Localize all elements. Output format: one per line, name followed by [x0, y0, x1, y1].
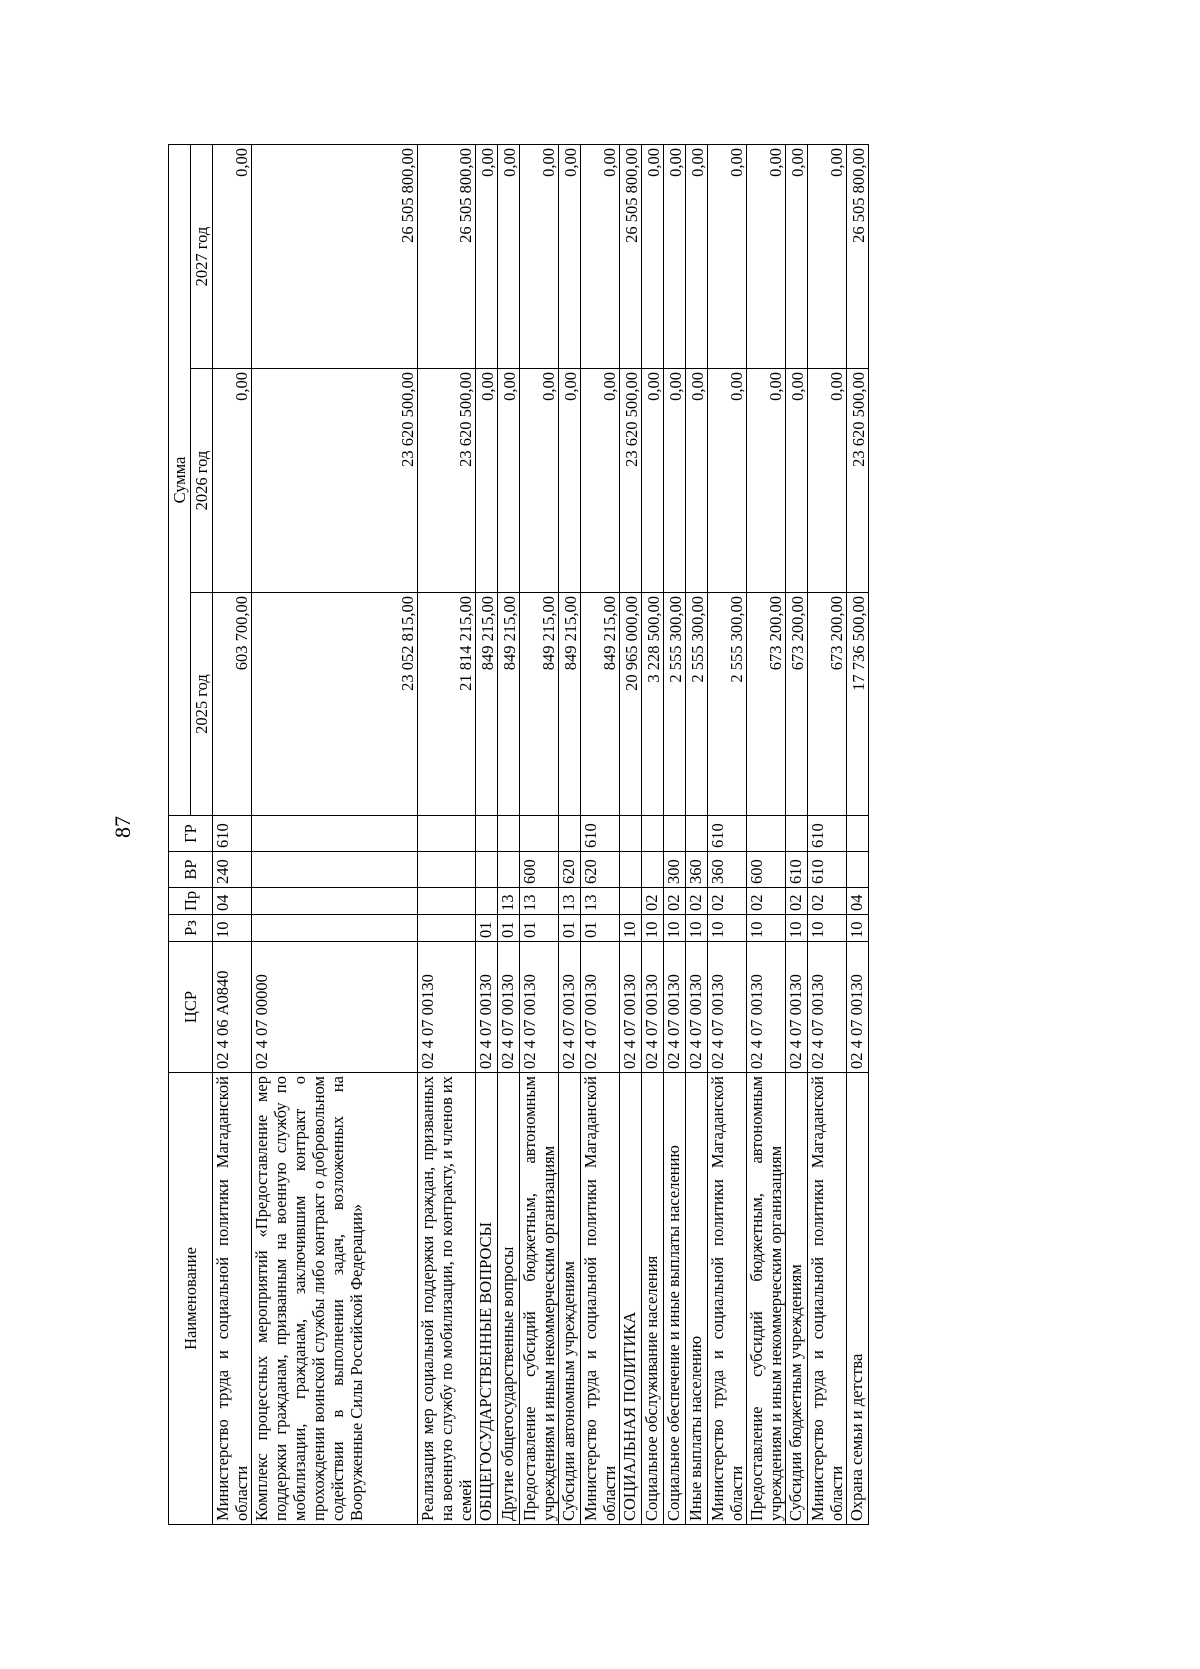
row-amount-2025: 673 200,00 [747, 593, 786, 816]
row-amount-2026: 23 620 500,00 [620, 369, 642, 593]
row-amount-2027: 0,00 [686, 144, 708, 368]
row-vr [620, 852, 642, 888]
row-amount-2025: 849 215,00 [559, 593, 581, 816]
row-rz: 10 [708, 915, 747, 942]
row-rz: 01 [520, 915, 559, 942]
row-amount-2027: 0,00 [642, 144, 664, 368]
row-name: Субсидии автономным учреждениям [559, 1073, 581, 1525]
row-pr: 02 [747, 888, 786, 915]
row-amount-2025: 17 736 500,00 [847, 593, 869, 816]
row-pr: 02 [686, 888, 708, 915]
row-csr: 02 4 07 00130 [847, 942, 869, 1073]
row-amount-2025: 21 814 215,00 [418, 593, 476, 816]
row-gr [847, 816, 869, 852]
row-name: Предоставление субсидий бюджетным, автономным учреждениям и иным некоммерческим организациям [747, 1073, 786, 1525]
row-csr: 02 4 07 00000 [252, 942, 418, 1073]
table-row [520, 144, 559, 1524]
row-rz: 10 [686, 915, 708, 942]
row-amount-2027: 0,00 [664, 144, 686, 368]
row-amount-2026: 0,00 [708, 369, 747, 593]
row-name: Министерство труда и социальной политики Магаданской области [708, 1073, 747, 1525]
row-csr: 02 4 07 00130 [498, 942, 520, 1073]
header-gr: ГР [169, 816, 213, 852]
table-row [620, 144, 642, 1524]
header-vr: ВР [169, 852, 213, 888]
table-header [169, 144, 213, 1524]
row-vr: 620 [559, 852, 581, 888]
row-pr: 13 [520, 888, 559, 915]
row-amount-2027: 0,00 [808, 144, 847, 368]
row-vr: 360 [708, 852, 747, 888]
row-amount-2025: 603 700,00 [213, 593, 252, 816]
row-pr: 02 [664, 888, 686, 915]
row-pr: 04 [213, 888, 252, 915]
row-vr: 300 [664, 852, 686, 888]
row-amount-2027: 0,00 [520, 144, 559, 368]
row-pr: 13 [581, 888, 620, 915]
table-row [708, 144, 747, 1524]
row-amount-2025: 673 200,00 [808, 593, 847, 816]
row-pr: 02 [708, 888, 747, 915]
row-csr: 02 4 07 00130 [747, 942, 786, 1073]
table-row [418, 144, 476, 1524]
table-row [213, 144, 252, 1524]
row-gr [476, 816, 498, 852]
row-csr: 02 4 07 00130 [520, 942, 559, 1073]
row-csr: 02 4 07 00130 [786, 942, 808, 1073]
row-rz: 01 [581, 915, 620, 942]
table-row [476, 144, 498, 1524]
row-amount-2025: 2 555 300,00 [686, 593, 708, 816]
row-rz: 10 [213, 915, 252, 942]
row-rz: 10 [847, 915, 869, 942]
row-name: Иные выплаты населению [686, 1073, 708, 1525]
row-pr [418, 888, 476, 915]
table-row [642, 144, 664, 1524]
row-name: Другие общегосударственные вопросы [498, 1073, 520, 1525]
row-amount-2026: 0,00 [786, 369, 808, 593]
row-vr [476, 852, 498, 888]
row-name: ОБЩЕГОСУДАРСТВЕННЫЕ ВОПРОСЫ [476, 1073, 498, 1525]
row-amount-2026: 23 620 500,00 [252, 369, 418, 593]
row-amount-2025: 23 052 815,00 [252, 593, 418, 816]
row-gr [559, 816, 581, 852]
row-rz: 10 [642, 915, 664, 942]
row-amount-2025: 3 228 500,00 [642, 593, 664, 816]
row-amount-2027: 0,00 [476, 144, 498, 368]
row-vr: 610 [808, 852, 847, 888]
row-vr: 240 [213, 852, 252, 888]
row-vr [847, 852, 869, 888]
header-summa: Сумма [169, 144, 191, 815]
row-amount-2027: 0,00 [747, 144, 786, 368]
row-pr: 02 [808, 888, 847, 915]
row-rz [252, 915, 418, 942]
row-name: Министерство труда и социальной политики Магаданской области [213, 1073, 252, 1525]
row-amount-2026: 0,00 [808, 369, 847, 593]
row-name: Реализация мер социальной поддержки граждан, призванных на военную службу по мобилизации, по контракту, и членов их семей [418, 1073, 476, 1525]
row-rz: 01 [498, 915, 520, 942]
table-row [847, 144, 869, 1524]
row-name: Охрана семьи и детства [847, 1073, 869, 1525]
table-row [747, 144, 786, 1524]
row-amount-2027: 0,00 [213, 144, 252, 368]
row-gr: 610 [581, 816, 620, 852]
row-csr: 02 4 07 00130 [708, 942, 747, 1073]
row-gr: 610 [808, 816, 847, 852]
row-amount-2025: 849 215,00 [498, 593, 520, 816]
row-gr [252, 816, 418, 852]
row-rz: 01 [476, 915, 498, 942]
row-pr [476, 888, 498, 915]
header-year-2026: 2026 год [191, 369, 213, 593]
row-gr: 610 [708, 816, 747, 852]
row-gr [664, 816, 686, 852]
row-rz: 10 [664, 915, 686, 942]
table-row [808, 144, 847, 1524]
row-name: Предоставление субсидий бюджетным, автономным учреждениям и иным некоммерческим организациям [520, 1073, 559, 1525]
row-amount-2027: 26 505 800,00 [418, 144, 476, 368]
row-amount-2027: 26 505 800,00 [620, 144, 642, 368]
row-csr: 02 4 06 А0840 [213, 942, 252, 1073]
row-gr [686, 816, 708, 852]
row-amount-2026: 0,00 [213, 369, 252, 593]
row-name: СОЦИАЛЬНАЯ ПОЛИТИКА [620, 1073, 642, 1525]
row-pr: 02 [786, 888, 808, 915]
row-name: Комплекс процессных мероприятий «Предоставление мер поддержки гражданам, призванным на военную службу по мобилизации, гражданам, заключившим контракт о прохождении воинской службы либо контракт о добровольном содействии в выполнении задач, возложенных на Вооруженные Силы Российской Федерации» [252, 1073, 418, 1525]
row-amount-2027: 0,00 [559, 144, 581, 368]
row-amount-2027: 0,00 [786, 144, 808, 368]
row-name: Министерство труда и социальной политики Магаданской области [581, 1073, 620, 1525]
row-amount-2027: 26 505 800,00 [847, 144, 869, 368]
row-amount-2026: 0,00 [686, 369, 708, 593]
row-gr [786, 816, 808, 852]
row-name: Социальное обслуживание населения [642, 1073, 664, 1525]
row-csr: 02 4 07 00130 [620, 942, 642, 1073]
row-vr [252, 852, 418, 888]
row-vr: 360 [686, 852, 708, 888]
header-name: Наименование [169, 1073, 213, 1525]
table-row [252, 144, 418, 1524]
row-vr: 600 [520, 852, 559, 888]
row-pr: 02 [642, 888, 664, 915]
row-amount-2026: 0,00 [747, 369, 786, 593]
row-vr: 620 [581, 852, 620, 888]
row-vr: 610 [786, 852, 808, 888]
row-amount-2026: 0,00 [581, 369, 620, 593]
row-amount-2025: 673 200,00 [786, 593, 808, 816]
row-pr: 04 [847, 888, 869, 915]
row-rz: 10 [620, 915, 642, 942]
row-amount-2027: 26 505 800,00 [252, 144, 418, 368]
budget-table [168, 144, 869, 1525]
row-amount-2027: 0,00 [708, 144, 747, 368]
row-csr: 02 4 07 00130 [476, 942, 498, 1073]
table-body [213, 144, 869, 1524]
row-gr [620, 816, 642, 852]
row-amount-2026: 0,00 [498, 369, 520, 593]
row-vr [418, 852, 476, 888]
row-rz: 10 [808, 915, 847, 942]
table-row [686, 144, 708, 1524]
row-pr [252, 888, 418, 915]
row-amount-2025: 849 215,00 [520, 593, 559, 816]
row-csr: 02 4 07 00130 [581, 942, 620, 1073]
row-rz: 01 [559, 915, 581, 942]
row-amount-2026: 0,00 [664, 369, 686, 593]
row-gr: 610 [213, 816, 252, 852]
row-pr [620, 888, 642, 915]
row-amount-2025: 849 215,00 [476, 593, 498, 816]
row-amount-2025: 2 555 300,00 [664, 593, 686, 816]
row-csr: 02 4 07 00130 [559, 942, 581, 1073]
row-gr [642, 816, 664, 852]
row-amount-2027: 0,00 [498, 144, 520, 368]
rotated-table-container [168, 145, 1083, 1525]
row-amount-2027: 0,00 [581, 144, 620, 368]
row-pr: 13 [498, 888, 520, 915]
row-csr: 02 4 07 00130 [642, 942, 664, 1073]
row-csr: 02 4 07 00130 [808, 942, 847, 1073]
header-rz: Рз [169, 915, 213, 942]
row-amount-2025: 20 965 000,00 [620, 593, 642, 816]
row-rz [418, 915, 476, 942]
row-amount-2026: 23 620 500,00 [847, 369, 869, 593]
row-gr [520, 816, 559, 852]
row-amount-2025: 849 215,00 [581, 593, 620, 816]
row-name: Социальное обеспечение и иные выплаты населению [664, 1073, 686, 1525]
row-csr: 02 4 07 00130 [418, 942, 476, 1073]
row-rz: 10 [747, 915, 786, 942]
row-amount-2026: 0,00 [476, 369, 498, 593]
row-vr [498, 852, 520, 888]
row-amount-2026: 0,00 [520, 369, 559, 593]
table-row [559, 144, 581, 1524]
row-name: Субсидии бюджетным учреждениям [786, 1073, 808, 1525]
row-csr: 02 4 07 00130 [664, 942, 686, 1073]
page-number: 87 [110, 816, 135, 838]
row-vr: 600 [747, 852, 786, 888]
row-gr [418, 816, 476, 852]
row-gr [498, 816, 520, 852]
row-amount-2026: 23 620 500,00 [418, 369, 476, 593]
row-vr [642, 852, 664, 888]
header-year-2027: 2027 год [191, 144, 213, 368]
row-gr [747, 816, 786, 852]
row-amount-2026: 0,00 [559, 369, 581, 593]
row-csr: 02 4 07 00130 [686, 942, 708, 1073]
table-row [581, 144, 620, 1524]
header-csr: ЦСР [169, 942, 213, 1073]
header-year-2025: 2025 год [191, 593, 213, 816]
table-row [786, 144, 808, 1524]
header-pr: Пр [169, 888, 213, 915]
row-pr: 13 [559, 888, 581, 915]
table-row [664, 144, 686, 1524]
table-row [498, 144, 520, 1524]
row-name: Министерство труда и социальной политики Магаданской области [808, 1073, 847, 1525]
row-amount-2026: 0,00 [642, 369, 664, 593]
row-amount-2025: 2 555 300,00 [708, 593, 747, 816]
row-rz: 10 [786, 915, 808, 942]
